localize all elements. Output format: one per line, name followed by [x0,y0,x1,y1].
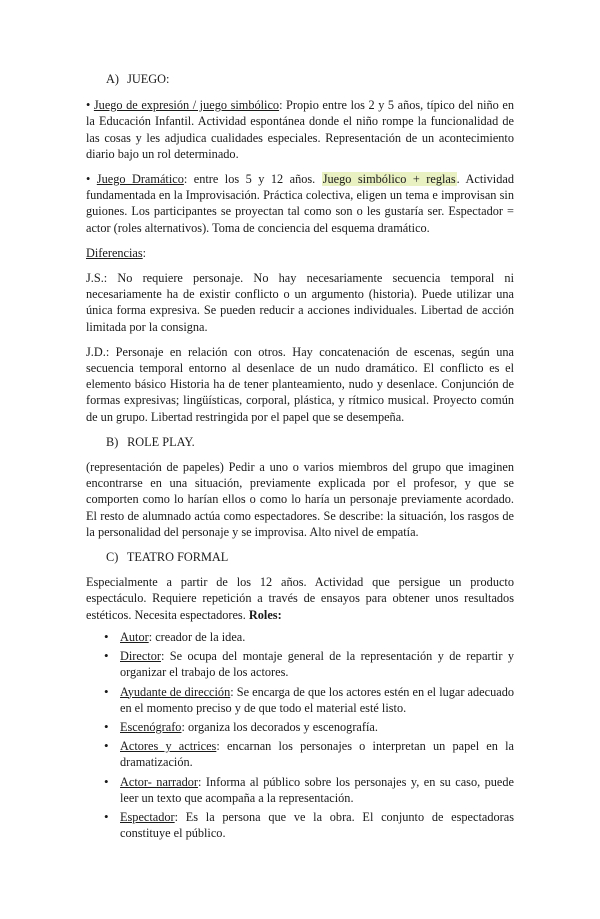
role-play-paragraph: (representación de papeles) Pedir a uno o varios miembros del grupo que imaginen encontrarse en una situación, previamente explicada por el profesor, y que se comporten como lo harían ellos o como lo haría un personaje previamente acordado. El resto de alumnado actúa como espectadores. Se describe: la situación, los rasgos de la personalidad del personaje y se improvisa. Alto nivel de empatía. [86,460,514,539]
role-text: : creador de la idea. [148,629,246,644]
bullet-icon: • [86,172,91,187]
role-term: Ayudante de dirección [120,684,231,699]
roles-label: Roles: [248,607,282,622]
role-term: Espectador [120,809,175,824]
roles-list [86,629,514,841]
role-term: Director [120,649,161,664]
role-text: : encarnan los personajes o interpretan un papel en la dramatización. [120,739,514,770]
section-c-heading [86,549,514,565]
teatro-formal-paragraph [86,574,514,623]
role-text: : Se ocupa del montaje general de la representación y de repartir y organizar el trabajo de los actores. [120,649,514,680]
diferencias-colon: : [142,245,147,260]
section-c-letter: C) [106,550,119,565]
juego-dramatico-paragraph [86,171,514,236]
juego-expresion-paragraph [86,97,514,162]
teatro-formal-intro: Especialmente a partir de los 12 años. Actividad que persigue un producto espectáculo. Requiere repetición a través de ensayos para obtener unos resultados estéticos. Necesita espectadores. [86,575,514,622]
section-b-title: ROLE PLAY. [127,434,195,449]
role-term: Autor [120,629,149,644]
section-b-letter: B) [106,434,119,449]
diferencias-heading [86,245,514,261]
list-item [120,719,514,735]
list-item [120,648,514,680]
list-item [120,629,514,645]
section-a-heading [86,71,514,87]
juego-dramatico-text-before: : entre los 5 y 12 años. [183,172,322,187]
list-item [120,684,514,716]
list-item [120,774,514,806]
role-term: Escenógrafo [120,719,182,734]
role-text: : organiza los decorados y escenografía. [181,719,378,734]
section-b-heading [86,434,514,450]
jd-paragraph: J.D.: Personaje en relación con otros. Hay concatenación de escenas, según una secuencia temporal entorno al desenlace de un nudo dramático. El conflicto es el elemento básico Historia ha de tener planteamiento, nudo y desenlace. Conjunción de formas expresivas; lingüísticas, corporal, plástica, y rítmico musical. Proyecto común de un grupo. Libertad restringida por el papel que se desempeña. [86,344,514,424]
section-c-title: TEATRO FORMAL [126,550,229,565]
document-page [0,71,600,919]
diferencias-label: Diferencias [86,245,143,260]
bullet-icon: • [86,98,91,113]
juego-dramatico-highlight: Juego simbólico + reglas [322,172,456,187]
section-a-letter: A) [106,72,119,86]
list-item [120,738,514,770]
juego-dramatico-term: Juego Dramático [96,172,184,187]
list-item [120,809,514,841]
juego-expresion-text: : Propio entre los 2 y 5 años, típico del niño en la Educación Infantil. Actividad espontánea donde el niño rompe la funcionalidad de las cosas y les adjudica cualidades especiales. Representación de un acontecimiento diario bajo un rol determinado. [86,98,515,161]
role-text: : Se encarga de que los actores estén en el lugar adecuado en el momento preciso y de que todo el material esté listo. [120,684,514,715]
js-paragraph: J.S.: No requiere personaje. No hay necesariamente secuencia temporal ni necesariamente ha de existir conflicto o un argumento (historia). Puede utilizar una única forma expresiva. Se pueden reducir a acciones individuales. Libertad de acción limitada por la consigna. [86,271,514,334]
section-a-title: JUEGO: [127,72,170,86]
role-term: Actor- narrador [120,774,198,789]
juego-dramatico-text-after: . Actividad fundamentada en la Improvisación. Práctica colectiva, eligen un tema e improvisan sin guiones. Los participantes se proyectan tal como son o les gustaría ser. Espectador = actor (roles alternativos). Toma de conciencia del esquema dramático. [86,172,514,235]
role-term: Actores y actrices [120,739,217,754]
juego-expresion-term: Juego de expresión / juego simbólico [93,98,280,113]
role-text: : Es la persona que ve la obra. El conjunto de espectadoras constituye el público. [120,809,514,841]
role-text: : Informa al público sobre los personajes y, en su caso, puede leer un texto que acompaña a la representación. [120,774,514,805]
